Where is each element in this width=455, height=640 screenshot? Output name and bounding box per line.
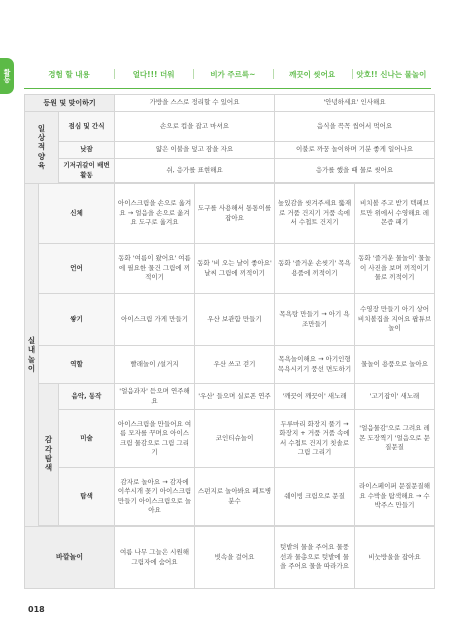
row-label: 바깥놀이 bbox=[25, 527, 115, 589]
row-label: 언어 bbox=[39, 244, 115, 294]
cell: '얼음과자' 듣으며 연주해요 bbox=[115, 384, 195, 410]
row-body bbox=[25, 184, 435, 244]
cell: 아이스크림 가게 만들기 bbox=[115, 294, 195, 346]
table-header bbox=[24, 60, 431, 89]
cell: 물놀이 용품으로 놀아요 bbox=[355, 346, 435, 384]
cell: 손으로 컵을 잡고 마셔요 bbox=[115, 112, 275, 142]
row-role bbox=[25, 346, 435, 384]
row-label: 역할 bbox=[39, 346, 115, 384]
cell: 얇은 이불을 덮고 잠을 자요 bbox=[115, 142, 275, 159]
row-label: 미술 bbox=[59, 410, 115, 468]
row-diaper bbox=[25, 159, 435, 183]
cell: 스펀지로 놀아봐요 페트병 분수 bbox=[195, 468, 275, 526]
row-stacking bbox=[25, 294, 435, 346]
row-label: 점심 및 간식 bbox=[59, 112, 115, 142]
header-theme-3: 깨끗이 씻어요 bbox=[273, 60, 352, 88]
cell: 목욕탕 만들기 → 아기 욕조만들기 bbox=[275, 294, 355, 346]
cell: '깨끗이 깨끗이' 새노래 bbox=[275, 384, 355, 410]
cell: '얼음물감'으로 그려요 레몬 도장찍기 '얼음으로 문질문질 bbox=[355, 410, 435, 468]
cell: 목욕놀이해요 → 아기인형 목욕시키기 풍선 면도하기 bbox=[275, 346, 355, 384]
section-tab: 활동 bbox=[0, 58, 14, 94]
cell: 여름 나무 그늘은 시원해 그림자에 숨어요 bbox=[115, 527, 195, 589]
group-label: 실내놀이 bbox=[25, 184, 39, 527]
row-language bbox=[25, 244, 435, 294]
cell: 감자로 놀아요 → 감자에 이쑤시개 꽂기 아이스크림 만들기 아이스크림으로 놀아요 bbox=[115, 468, 195, 526]
row-dengwon bbox=[25, 95, 435, 112]
row-label: 신체 bbox=[39, 184, 115, 244]
header-theme-4: 앗호!! 신나는 물놀이 bbox=[352, 60, 431, 88]
row-snack bbox=[25, 112, 435, 142]
row-explore bbox=[25, 468, 435, 526]
cell: 음식을 꼭꼭 씹어서 먹어요 bbox=[275, 112, 435, 142]
cell: 텃밭의 물을 주어요 물풍선과 물총으로 텃밭에 물을 주어요 물을 따라가요 bbox=[275, 527, 355, 589]
row-label: 음악, 동작 bbox=[59, 384, 115, 410]
page-number: 018 bbox=[28, 605, 45, 614]
cell: 아이스크림을 만들어요 여름 모자를 꾸며요 아이스크림 물감으로 그림 그리기 bbox=[115, 410, 195, 468]
cell: 동화 '즐거운 손씻기' 목욕용품에 끼적이기 bbox=[275, 244, 355, 294]
cell: 우산 쓰고 걷기 bbox=[195, 346, 275, 384]
cell: 동화 '즐거운 물놀이' 물놀이 사진을 보며 끼적이기 물로 끼적이기 bbox=[355, 244, 435, 294]
cell: 응가를 했을 때 물로 씻어요 bbox=[275, 159, 435, 183]
cell: 쉬, 응가를 표현해요 bbox=[115, 159, 275, 183]
row-music bbox=[25, 384, 435, 410]
cell: '고기잡이' 새노래 bbox=[355, 384, 435, 410]
cell: 동화 '비 오는 날이 좋아요' 날씨 그림에 끼적이기 bbox=[195, 244, 275, 294]
row-nap bbox=[25, 142, 435, 159]
cell: 빨래놀이 /설거지 bbox=[115, 346, 195, 384]
header-experience: 경험 할 내용 bbox=[48, 69, 90, 79]
group-label: 일상적양육 bbox=[25, 112, 59, 184]
activity-table bbox=[24, 94, 435, 589]
row-label: 쌓기 bbox=[39, 294, 115, 346]
group-label: 감각탐색 bbox=[39, 384, 59, 526]
cell: 코인티슈놀이 bbox=[195, 410, 275, 468]
cell: 빗속을 걸어요 bbox=[195, 527, 275, 589]
cell: 도구를 사용해서 통통이를 잡아요 bbox=[195, 184, 275, 244]
header-theme-1: 얼다!!! 더워 bbox=[114, 60, 193, 88]
cell: 우산 보관함 만들기 bbox=[195, 294, 275, 346]
row-outdoor bbox=[25, 527, 435, 589]
cell: 라이스페이퍼 문질문질해요 수박을 탐색해요 → 수박주스 만들기 bbox=[355, 468, 435, 526]
row-label: 낮잠 bbox=[59, 142, 115, 159]
cell: 이불로 까꿍 놀이하며 기분 좋게 일어나요 bbox=[275, 142, 435, 159]
cell: '우산' 들으며 실로폰 연주 bbox=[195, 384, 275, 410]
row-art bbox=[25, 410, 435, 468]
cell: 비치볼 주고 받기 텍페브트만 위에서 수영해요 레몬즙 패기 bbox=[355, 184, 435, 244]
row-label: 등원 및 맞이하기 bbox=[25, 95, 115, 112]
cell: 쉐이빙 크림으로 문질 bbox=[275, 468, 355, 526]
row-label: 기저귀갈이 배변활동 bbox=[59, 159, 115, 183]
cell: 비눗방울을 잡아요 bbox=[355, 527, 435, 589]
cell: 동화 '여름이 왔어요' 여름에 필요한 물건 그림에 끼적이기 bbox=[115, 244, 195, 294]
header-theme-2: 비가 주르륵~ bbox=[193, 60, 272, 88]
cell: 높있감을 씻겨주세요 뚫재로 거품 건지기 거품 속에서 수첩트 건지기 bbox=[275, 184, 355, 244]
cell: '안녕하세요' 인사해요 bbox=[275, 95, 435, 112]
cell: 가방을 스스로 정리할 수 있어요 bbox=[115, 95, 275, 112]
row-label: 탐색 bbox=[59, 468, 115, 526]
cell: 수영장 만들기 아기 상어 비치볼집을 지어요 팝튜브 놀이 bbox=[355, 294, 435, 346]
cell: 아이스크림을 손으로 옮겨요 → 얼음을 손으로 옮겨요 도구로 옮겨요 bbox=[115, 184, 195, 244]
cell: 두루마리 화장지 풀기 → 화장지 + 거품 거품 속에서 수첩트 건지기 칫솔로 그림 그리기 bbox=[275, 410, 355, 468]
